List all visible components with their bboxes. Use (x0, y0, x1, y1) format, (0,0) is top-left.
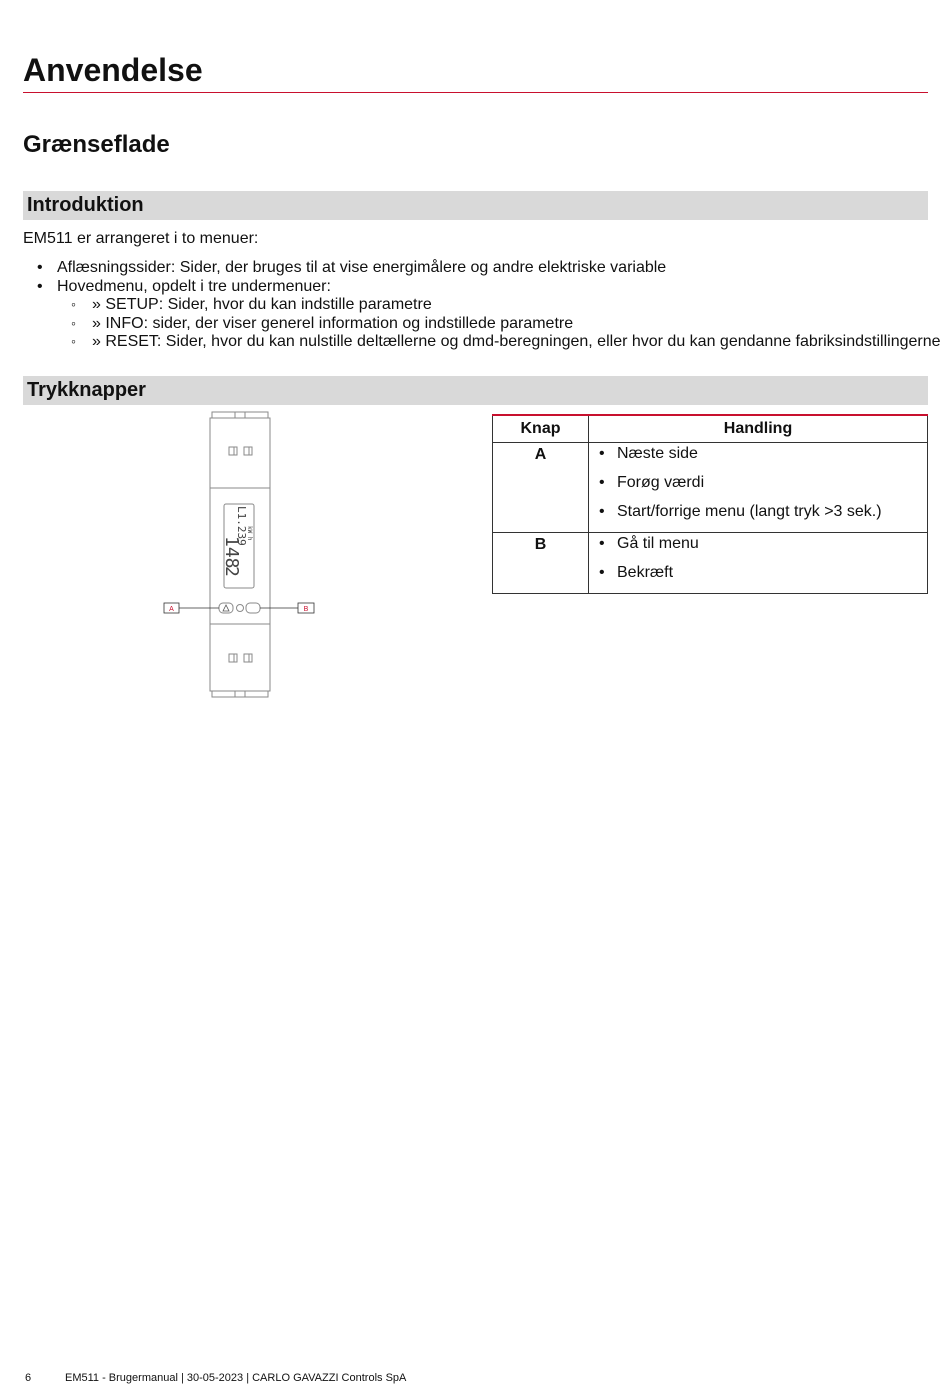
title-divider (23, 92, 928, 93)
action-item: • Gå til menu (589, 533, 927, 562)
sub-list-item: ◦ » INFO: sider, der viser generel information og indstillede parametre (57, 315, 941, 334)
list-item (23, 278, 941, 352)
footer-text: EM511 - Brugermanual | 30-05-2023 | CARLO GAVAZZI Controls SpA (65, 1372, 407, 1384)
list-item (23, 259, 941, 278)
intro-list (23, 259, 941, 352)
table-row (493, 533, 928, 594)
submenu-list (57, 296, 941, 352)
buttons-heading-band (23, 376, 928, 405)
action-item: • Start/forrige menu (langt tryk >3 sek.) (589, 501, 927, 530)
sub-list-item: ◦ » RESET: Sider, hvor du kan nulstille deltællerne og dmd-beregningen, eller hvor du kan gendanne fabriksindstillingerne (57, 333, 941, 352)
page-number: 6 (25, 1372, 32, 1384)
lcd-line-3: 2 (221, 566, 242, 577)
intro-heading: Introduktion (27, 194, 144, 216)
list-item-text: Aflæsningssider: Sider, der bruges til at vise energimålere og andre elektriske variable (57, 259, 667, 276)
lcd-unit: kW h (246, 526, 253, 541)
meter-illustration (160, 408, 330, 700)
button-key-b: B (493, 533, 589, 594)
page-title: Anvendelse (23, 52, 203, 88)
action-item: • Bekræft (589, 562, 927, 591)
action-item: • Næste side (589, 443, 927, 472)
table-header-row (493, 415, 928, 443)
callout-b-label: B (303, 606, 309, 613)
action-item: • Forøg værdi (589, 472, 927, 501)
callout-a-label: A (169, 606, 174, 613)
lcd-line-2: 148 (221, 536, 242, 569)
intro-heading-band (23, 191, 928, 220)
lcd-line-1: L1.239 (235, 506, 248, 546)
buttons-heading: Trykknapper (27, 379, 146, 401)
button-actions-b (589, 533, 928, 594)
list-item-text: Hovedmenu, opdelt i tre undermenuer: (57, 277, 331, 295)
section-title: Grænseflade (23, 131, 170, 158)
intro-paragraph: EM511 er arrangeret i to menuer: (23, 230, 259, 247)
button-actions-a (589, 443, 928, 533)
table-row (493, 443, 928, 533)
buttons-table (492, 414, 928, 594)
column-header-key: Knap (493, 415, 589, 443)
button-key-a: A (493, 443, 589, 533)
sub-list-item: ◦ » SETUP: Sider, hvor du kan indstille parametre (57, 296, 941, 315)
column-header-action: Handling (589, 415, 928, 443)
